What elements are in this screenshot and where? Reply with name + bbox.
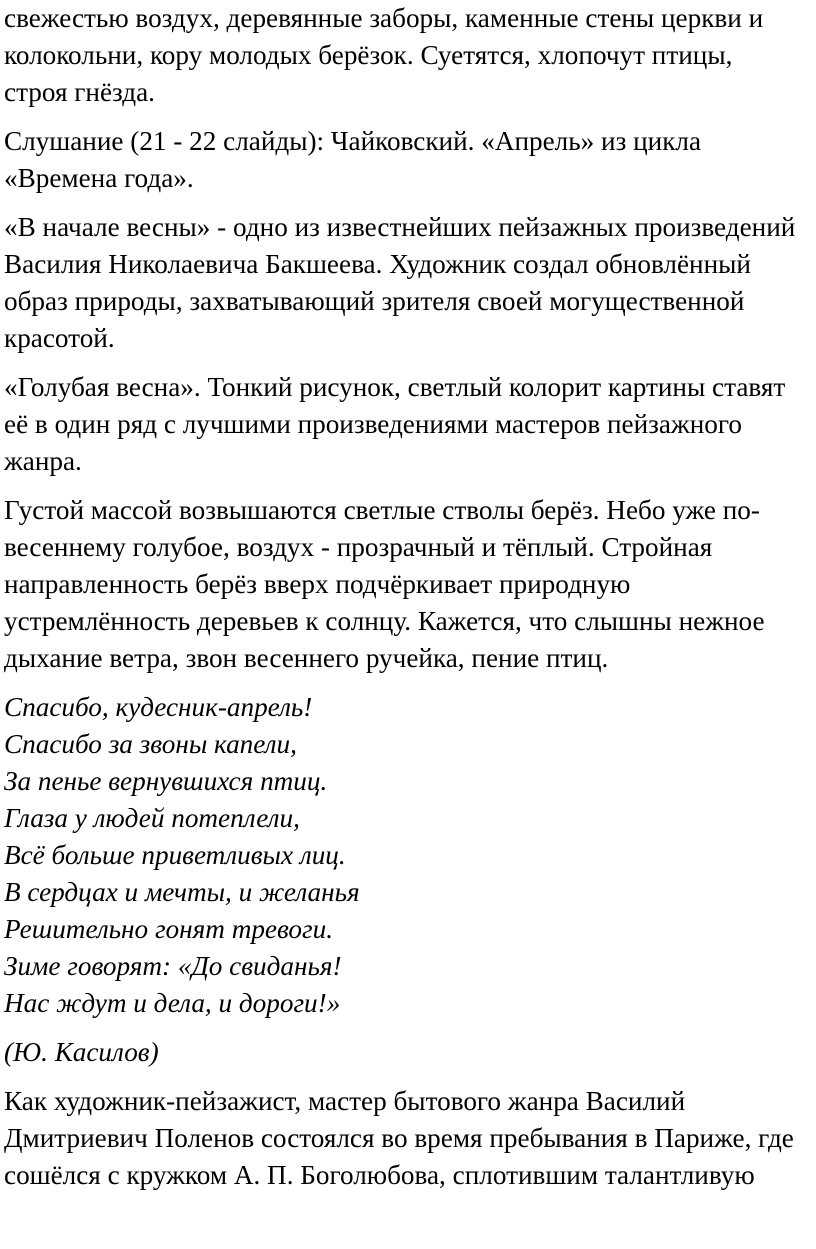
text-line: Слушание (21 - 22 слайды): Чайковский. «Апрель» из цикла xyxy=(4,126,702,156)
text-line: устремлённость деревьев к солнцу. Кажется, что слышны нежное xyxy=(4,606,765,636)
text-line: весеннему голубое, воздух - прозрачный и тёплый. Стройная xyxy=(4,532,713,562)
poem xyxy=(4,689,814,1022)
poem-author: (Ю. Касилов) xyxy=(4,1037,159,1067)
text-line: образ природы, захватывающий зрителя своей могущественной xyxy=(4,286,745,316)
poem-line: Решительно гонят тревоги. xyxy=(4,914,334,944)
poem-line: Спасибо за звоны капели, xyxy=(4,729,297,759)
text-line: колокольни, кору молодых берёзок. Суетятся, хлопочут птицы, xyxy=(4,40,733,70)
poem-line: Всё больше приветливых лиц. xyxy=(4,840,346,870)
text-line: Как художник-пейзажист, мастер бытового жанра Василий xyxy=(4,1086,686,1116)
text-line: «Времена года». xyxy=(4,163,194,193)
poem-line: В сердцах и мечты, и желанья xyxy=(4,877,360,907)
text-line: Густой массой возвышаются светлые стволы берёз. Небо уже по- xyxy=(4,495,760,525)
paragraph-spring-air xyxy=(4,0,814,111)
text-line: свежестью воздух, деревянные заборы, каменные стены церкви и xyxy=(4,3,764,33)
paragraph-birches xyxy=(4,492,814,677)
text-line: жанра. xyxy=(4,446,82,476)
text-line: Василия Николаевича Бакшеева. Художник создал обновлённый xyxy=(4,249,751,279)
text-line: строя гнёзда. xyxy=(4,77,155,107)
paragraph-early-spring xyxy=(4,209,814,357)
poem-line: Глаза у людей потеплели, xyxy=(4,803,300,833)
text-line: направленность берёз вверх подчёркивает природную xyxy=(4,569,631,599)
text-line: красотой. xyxy=(4,323,115,353)
poem-line: Нас ждут и дела, и дороги!» xyxy=(4,988,341,1018)
poem-line: Спасибо, кудесник-апрель! xyxy=(4,692,313,722)
paragraph-polenov xyxy=(4,1083,814,1194)
text-line: Дмитриевич Поленов состоялся во время пребывания в Париже, где xyxy=(4,1123,794,1153)
text-line: её в один ряд с лучшими произведениями мастеров пейзажного xyxy=(4,409,742,439)
paragraph-listening xyxy=(4,123,814,197)
text-line: «В начале весны» - одно из известнейших пейзажных произведений xyxy=(4,212,796,242)
text-line: сошёлся с кружком А. П. Боголюбова, сплотившим талантливую xyxy=(4,1160,755,1190)
paragraph-blue-spring xyxy=(4,369,814,480)
poem-line: За пенье вернувшихся птиц. xyxy=(4,766,328,796)
text-line: «Голубая весна». Тонкий рисунок, светлый колорит картины ставят xyxy=(4,372,786,402)
text-line: дыхание ветра, звон весеннего ручейка, пение птиц. xyxy=(4,643,609,673)
poem-line: Зиме говорят: «До свиданья! xyxy=(4,951,342,981)
document-page xyxy=(4,0,814,1206)
